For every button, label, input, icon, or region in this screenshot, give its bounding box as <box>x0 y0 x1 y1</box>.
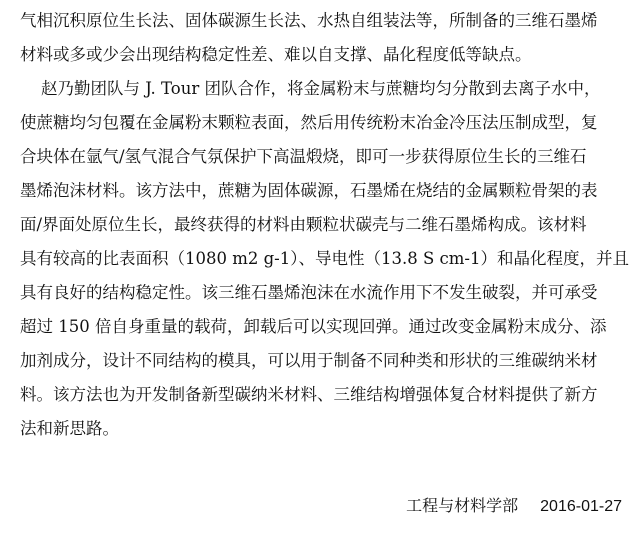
text-line: 赵乃勤团队与 J. Tour 团队合作，将金属粉末与蔗糖均匀分散到去离子水中， <box>20 79 601 98</box>
text-line: 料。该方法也为开发制备新型碳纳米材料、三维结构增强体复合材料提供了新方 <box>20 385 598 404</box>
text-line: 加剂成分，设计不同结构的模具，可以用于制备不同种类和形状的三维碳纳米材 <box>20 351 598 370</box>
text-line: 合块体在氩气/氢气混合气氛保护下高温煅烧，即可一步获得原位生长的三维石 <box>20 147 587 166</box>
paragraph-2 <box>20 72 630 446</box>
text-line: 具有较高的比表面积（1080 m2 g-1）、导电性（13.8 S cm-1）和晶化程度，并且 <box>20 249 630 268</box>
department-name: 工程与材料学部 <box>406 496 519 515</box>
text-line: 墨烯泡沫材料。该方法中，蔗糖为固体碳源，石墨烯在烧结的金属颗粒骨架的表 <box>20 181 598 200</box>
publish-date: 2016-01-27 <box>540 498 622 515</box>
text-line: 超过 150 倍自身重量的载荷，卸载后可以实现回弹。通过改变金属粉末成分、添 <box>20 317 607 336</box>
paragraph-1 <box>20 4 620 72</box>
text-line: 法和新思路。 <box>20 419 119 438</box>
text-line: 面/界面处原位生长，最终获得的材料由颗粒状碳壳与二维石墨烯构成。该材料 <box>20 215 587 234</box>
text-line: 材料或多或少会出现结构稳定性差、难以自支撑、晶化程度低等缺点。 <box>20 45 532 64</box>
article-body <box>20 4 630 446</box>
text-line: 使蔗糖均匀包覆在金属粉末颗粒表面，然后用传统粉末冶金冷压法压制成型，复 <box>20 113 598 132</box>
text-line: 具有良好的结构稳定性。该三维石墨烯泡沫在水流作用下不发生破裂，并可承受 <box>20 283 598 302</box>
text-line: 气相沉积原位生长法、固体碳源生长法、水热自组装法等，所制备的三维石墨烯 <box>20 11 598 30</box>
article-footer <box>406 494 622 518</box>
